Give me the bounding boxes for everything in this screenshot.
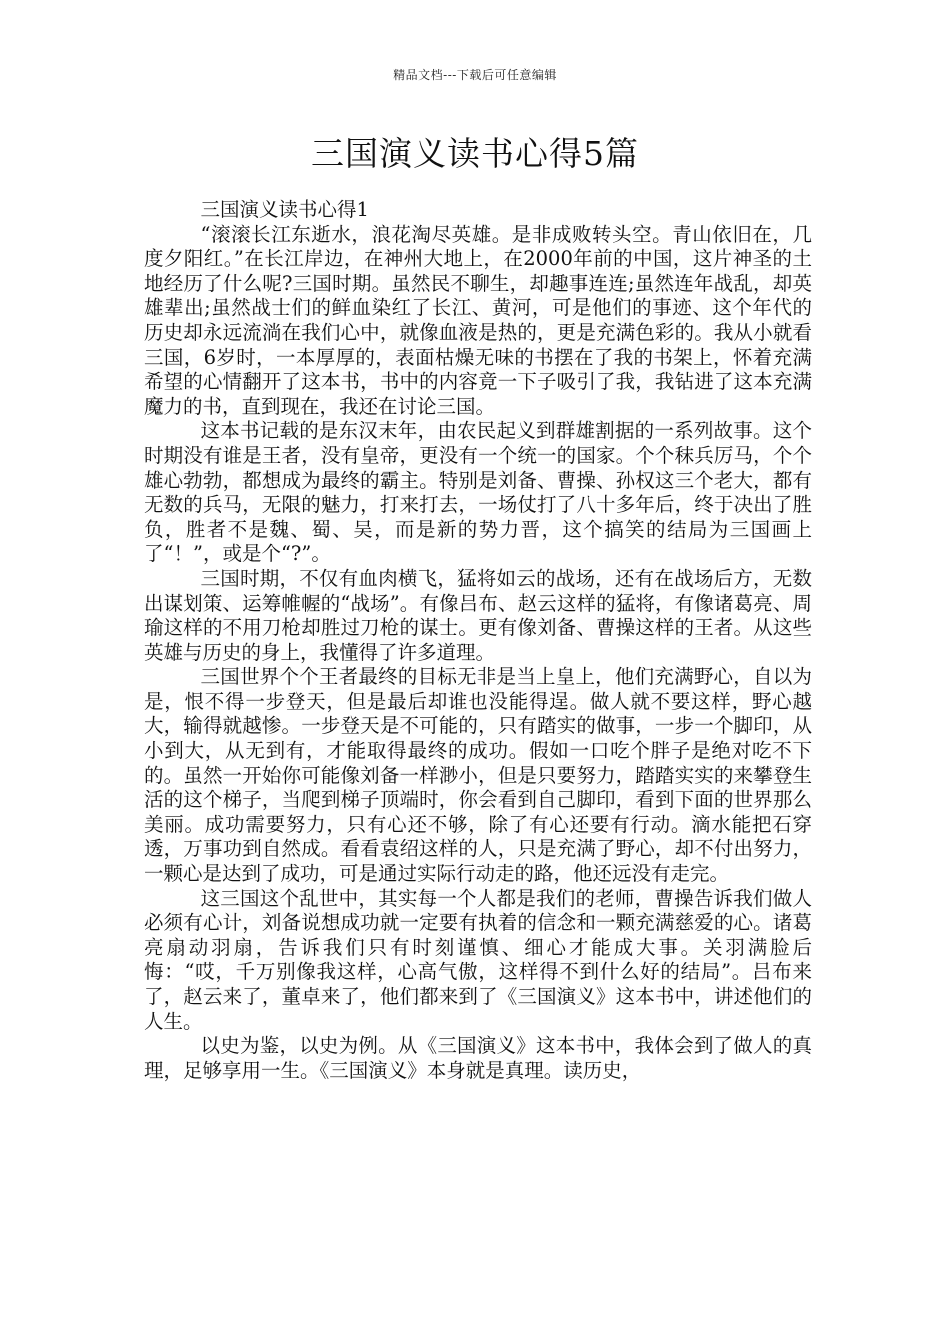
paragraph: 三国世界个个王者最终的目标无非是当上皇上，他们充满野心，自以为是，恨不得一步登天，但是最后却谁也没能得逞。做人就不要这样，野心越大，输得就越惨。一步登天是不可能的，只有踏实的做事，一步一个脚印，从小到大，从无到有，才能取得最终的成功。假如一口吃个胖子是绝对吃不下的。虽然一开始你可能像刘备一样渺小，但是只要努力，踏踏实实的来攀登生活的这个梯子，当爬到梯子顶端时，你会看到自己脚印，看到下面的世界那么美丽。成功需要努力，只有心还不够，除了有心还要有行动。滴水能把石穿透，万事功到自然成。看看袁绍这样的人，只是充满了野心，却不付出努力，一颗心是达到了成功，可是通过实际行动走的路，他还远没有走完。 bbox=[144, 665, 812, 886]
section-heading: 三国演义读书心得1 bbox=[200, 198, 369, 221]
paragraph: “滚滚长江东逝水，浪花淘尽英雄。是非成败转头空。青山依旧在，几度夕阳红。”在长江岸边，在神州大地上，在2000年前的中国，这片神圣的土地经历了什么呢?三国时期。虽然民不聊生，却趣事连连;虽然连年战乱，却英雄辈出;虽然战士们的鲜血染红了长江、黄河，可是他们的事迹、这个年代的历史却永远流淌在我们心中，就像血液是热的，更是充满色彩的。我从小就看三国，6岁时，一本厚厚的，表面枯燥无味的书摆在了我的书架上，怀着充满希望的心情翻开了这本书，书中的内容竟一下子吸引了我，我钻进了这本充满魔力的书，直到现在，我还在讨论三国。 bbox=[144, 222, 812, 418]
paragraph: 这本书记载的是东汉末年，由农民起义到群雄割据的一系列故事。这个时期没有谁是王者，没有皇帝，更没有一个统一的国家。个个秣兵厉马，个个雄心勃勃，都想成为最终的霸主。特别是刘备、曹操、孙权这三个老大，都有无数的兵马，无限的魅力，打来打去，一场仗打了八十多年后，终于决出了胜负，胜者不是魏、蜀、吴，而是新的势力晋，这个搞笑的结局为三国画上了“！”，或是个“?”。 bbox=[144, 419, 812, 566]
document-title: 三国演义读书心得5篇 bbox=[311, 134, 639, 173]
document-body bbox=[144, 198, 812, 1083]
paragraph: 这三国这个乱世中，其实每一个人都是我们的老师，曹操告诉我们做人必须有心计，刘备说想成功就一定要有执着的信念和一颗充满慈爱的心。诸葛亮扇动羽扇，告诉我们只有时刻谨慎、细心才能成大事。关羽满脸后悔：“哎，千万别像我这样，心高气傲，这样得不到什么好的结局”。吕布来了，赵云来了，董卓来了，他们都来到了《三国演义》这本书中，讲述他们的人生。 bbox=[144, 886, 812, 1033]
paragraph: 以史为鉴，以史为例。从《三国演义》这本书中，我体会到了做人的真理，足够享用一生。《三国演义》本身就是真理。读历史， bbox=[144, 1034, 812, 1082]
header-note: 精品文档---下载后可任意编辑 bbox=[393, 68, 557, 82]
paragraph: 三国时期，不仅有血肉横飞，猛将如云的战场，还有在战场后方，无数出谋划策、运筹帷幄的“战场”。有像吕布、赵云这样的猛将，有像诸葛亮、周瑜这样的不用刀枪却胜过刀枪的谋士。更有像刘备、曹操这样的王者。从这些英雄与历史的身上，我懂得了许多道理。 bbox=[144, 566, 812, 664]
